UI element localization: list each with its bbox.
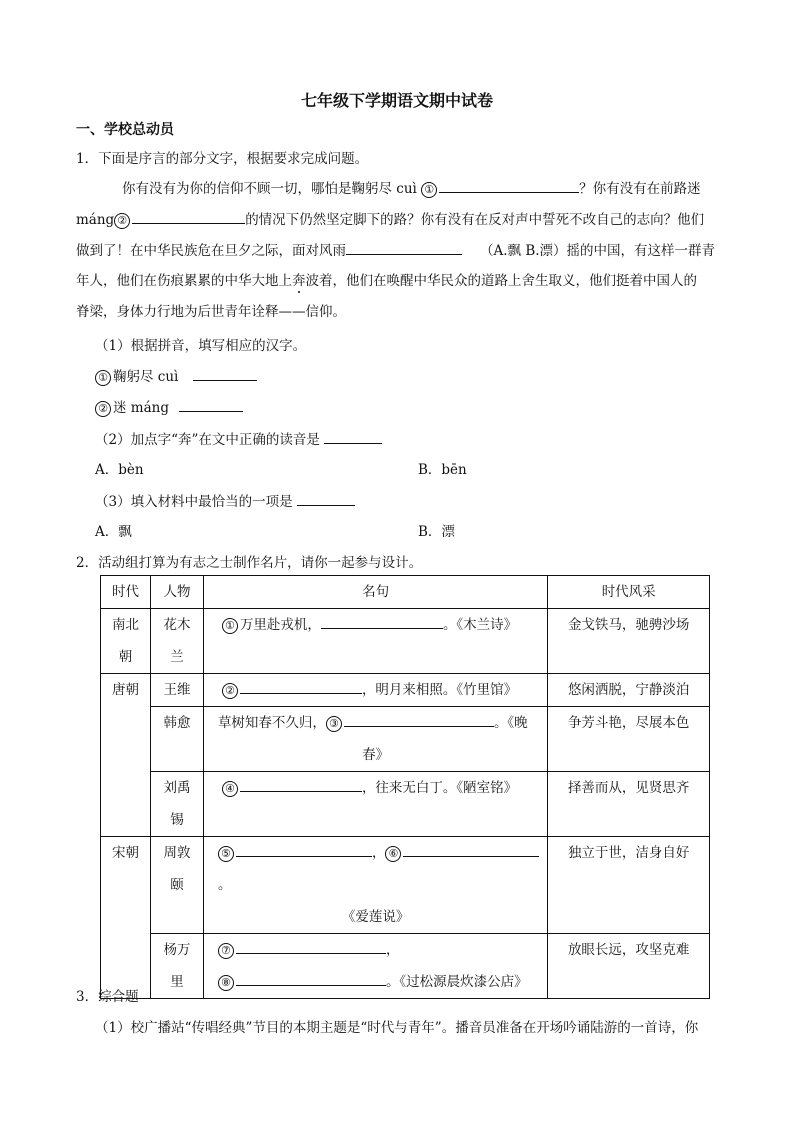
sub-question-1b: ② 迷 máng xyxy=(95,396,243,417)
person-cell: 韩愈 xyxy=(150,707,203,772)
spirit-cell: 悠闲洒脱，宁静淡泊 xyxy=(548,674,710,707)
passage-line-4: 年人，他们在伤痕累累的中华大地上奔波着，他们在唤醒中华民众的道路上舍生取义，他们挺着中国人的 xyxy=(76,269,697,289)
passage-line-3: 做到了！在中华民族危在旦夕之际，面对风雨 （A.飘 B.漂）摇的中国，有这样一群青 xyxy=(76,239,715,259)
table-row xyxy=(101,609,710,674)
quote-cell: ② ，明月来相照。《竹里馆》 xyxy=(203,674,547,707)
mark-2: ② xyxy=(114,213,130,229)
sub-question-1a: ① 鞠躬尽 cuì xyxy=(95,365,257,386)
dynasty-cell: 南北朝 xyxy=(101,609,151,674)
question-3-stem: 3．综合题 xyxy=(76,989,139,1005)
passage-line-1: 你有没有为你的信仰不顾一切，哪怕是鞠躬尽 cuì ① ？你有没有在前路迷 xyxy=(122,177,701,198)
dotted-character: 奔 xyxy=(292,269,306,289)
table-header-row xyxy=(101,576,710,609)
quote-cell: ① 万里赴戎机， 。《木兰诗》 xyxy=(203,609,547,674)
dynasty-cell: 宋朝 xyxy=(101,837,151,999)
person-cell: 王维 xyxy=(150,674,203,707)
answer-blank[interactable] xyxy=(344,712,494,727)
answer-blank[interactable] xyxy=(236,971,386,986)
quote-cell: ④ ，往来无白丁。《陋室铭》 xyxy=(203,772,547,837)
table-row xyxy=(101,934,710,999)
option-b[interactable]: B．漂 xyxy=(418,524,455,540)
sub-question-1: （1）根据拼音，填写相应的汉字。 xyxy=(95,338,307,354)
question-1-stem: 1．下面是序言的部分文字，根据要求完成问题。 xyxy=(76,151,369,167)
question-2-stem: 2．活动组打算为有志之士制作名片，请你一起参与设计。 xyxy=(76,555,423,571)
table-row xyxy=(101,772,710,837)
answer-blank[interactable] xyxy=(346,240,462,255)
quote-cell: ⑦ ， ⑧ 。《过松源晨炊漆公店》 xyxy=(203,934,547,999)
answer-blank[interactable] xyxy=(324,429,382,444)
sub-question-3: （3）填入材料中最恰当的一项是 xyxy=(95,490,355,510)
dynasty-cell: 唐朝 xyxy=(101,674,151,837)
answer-blank[interactable] xyxy=(193,366,257,381)
spirit-cell: 金戈铁马，驰骋沙场 xyxy=(548,609,710,674)
passage-line-5: 脊梁，身体力行地为后世青年诠释——信仰。 xyxy=(76,304,346,320)
sub-question-2: （2）加点字“奔”在文中正确的读音是 xyxy=(95,428,382,448)
answer-blank[interactable] xyxy=(439,178,579,193)
answer-blank[interactable] xyxy=(403,842,539,857)
section-heading: 一、学校总动员 xyxy=(76,122,174,138)
name-card-table xyxy=(100,575,710,999)
table-header: 时代风采 xyxy=(548,576,710,609)
table-row xyxy=(101,674,710,707)
spirit-cell: 独立于世，洁身自好 xyxy=(548,837,710,934)
page-title: 七年级下学期语文期中试卷 xyxy=(300,91,493,110)
answer-blank[interactable] xyxy=(297,491,355,506)
answer-blank[interactable] xyxy=(132,209,245,224)
sub-question-3-1: （1）校广播站“传唱经典”节目的本期主题是“时代与青年”。播音员准备在开场吟诵陆游的一首诗，你 xyxy=(95,1020,699,1036)
table-row xyxy=(101,707,710,772)
option-a[interactable]: A．飘 xyxy=(95,524,132,540)
spirit-cell: 放眼长远，攻坚克难 xyxy=(548,934,710,999)
person-cell: 杨万里 xyxy=(150,934,203,999)
person-cell: 花木兰 xyxy=(150,609,203,674)
spirit-cell: 择善而从，见贤思齐 xyxy=(548,772,710,837)
answer-blank[interactable] xyxy=(240,679,362,694)
spirit-cell: 争芳斗艳，尽展本色 xyxy=(548,707,710,772)
person-cell: 周敦颐 xyxy=(150,837,203,934)
answer-blank[interactable] xyxy=(236,939,386,954)
table-header: 人物 xyxy=(150,576,203,609)
option-b[interactable]: B．bēn xyxy=(418,462,467,478)
quote-cell: ⑤ ， ⑥。 《爱莲说》 xyxy=(203,837,547,934)
answer-blank[interactable] xyxy=(236,842,372,857)
answer-blank[interactable] xyxy=(321,614,443,629)
table-header: 时代 xyxy=(101,576,151,609)
option-a[interactable]: A．bèn xyxy=(95,462,144,478)
table-row xyxy=(101,837,710,934)
passage-line-2: máng ② 的情况下仍然坚定脚下的路？你有没有在反对声中誓死不改自己的志向？他们 xyxy=(76,208,704,229)
table-header: 名句 xyxy=(203,576,547,609)
person-cell: 刘禹锡 xyxy=(150,772,203,837)
quote-cell: 草树知春不久归， ③ 。《晚 春》 xyxy=(203,707,547,772)
answer-blank[interactable] xyxy=(179,397,243,412)
answer-blank[interactable] xyxy=(240,777,362,792)
mark-1: ① xyxy=(421,182,437,198)
